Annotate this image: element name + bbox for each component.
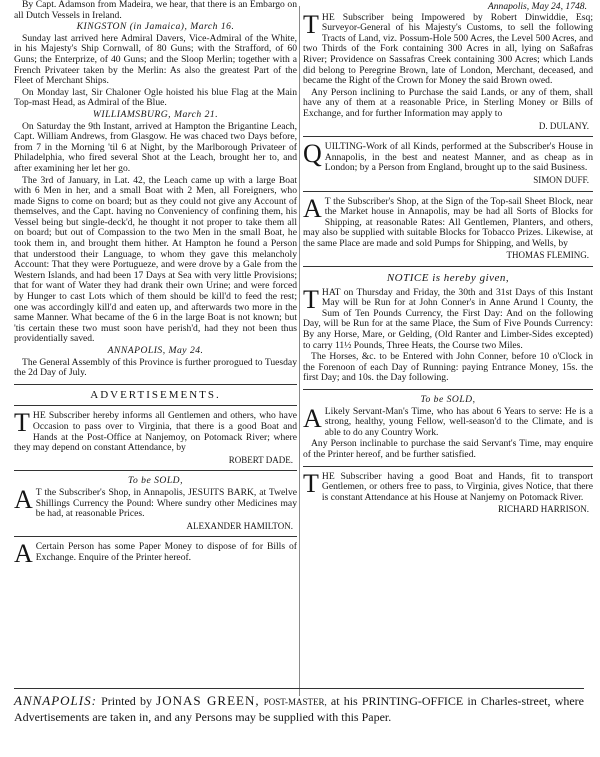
ad-divider [303,191,593,192]
advertisements-heading: ADVERTISEMENTS. [90,388,221,401]
ad-text: UILTING-Work of all Kinds, performed at the Subscriber's House in Annapolis, in the best and neatest Manner, and as cheap as in London; by a Person from England, brought up to the said Business. [324,141,593,174]
ad-dateline: Annapolis, May 24, 1748. [487,1,587,12]
drop-cap: Q [303,139,322,169]
ad-land-sale [303,9,593,132]
ad-heading: To be SOLD, [420,394,476,405]
williamsburg-heading: WILLIAMSBURG, March 21. [92,108,219,120]
ad-divider [303,466,593,467]
colophon-text: at his PRINTING-OFFICE in Charles-street, where Advertisements are taken in, and any Persons may be supplied with this Paper. [14,694,585,724]
ad-signature: THOMAS FLEMING. [506,250,589,261]
annapolis-paragraph: The General Assembly of this Province is further prorogued to Tuesday the 2d Day of July. [14,356,297,379]
ad-text-2: The Horses, &c. to be Entered with John Conner, before 10 o'Clock in the Forenoon of each Day of Running: paying Entrance Money, 15s. the first Day; and 10s. the Day following. [303,351,593,384]
ad-alexander-hamilton [14,476,297,531]
drop-cap: T [14,408,30,438]
right-column [303,0,593,517]
ad-horse-race [303,273,593,384]
ad-text: T the Subscriber's Shop, in Annapolis, JESUITS BARK, at Twelve Shillings Currency the Pound: Where sundry other Medicines may be had, at reasonable Prices. [35,486,297,520]
ad-signature: SIMON DUFF. [533,174,589,185]
colophon-title: POST-MASTER, [263,697,327,707]
ad-text-2: Any Person inclining to Purchase the said Lands, or any of them, shall have any of them at a reasonable Price, in Sterling Money or Bills of Exchange, and for further Information may apply to [303,86,593,119]
colophon-printed-by: Printed by [101,694,152,708]
ad-text: Likely Servant-Man's Time, who has about 6 Years to serve: He is a strong, healthy, young Fellow, well-season'd to the Climate, and is able to do any Country Work. [324,405,593,438]
ad-text: HE Subscriber hereby informs all Gentlemen and others, who have Occasion to pass over to Virginia, that there is a good Boat and Hands at the Post-Office at Nanjemoy, on Potomack River; where they may depend on constant Attendance, by [14,410,297,454]
ad-quilting [303,139,593,185]
drop-cap: T [303,9,319,39]
intro-news: By Capt. Adamson from Madeira, we hear, that there is an Embargo on all Dutch Vessels in Ireland. [14,0,297,21]
drop-cap: T [303,468,319,498]
drop-cap: A [303,403,322,433]
ad-text: T the Subscriber's Shop, at the Sign of the Top-sail Sheet Block, near the Market house in Annapolis, may be had all Sorts of Blocks for Shipping, at reasonable Rates: All Gentlemen, Planters, and others, may also be supplied with suitable Blocks for Tobacco Prizes. Likewise, at the same Place are made and sold Pumps for Shipping, and Wells, by [303,195,593,249]
ad-signature: D. DULANY. [538,120,589,131]
kingston-paragraph-2: On Monday last, Sir Chaloner Ogle hoisted his blue Flag at the Main Top-mast Head, as Admiral of the Blue. [14,86,297,109]
ad-signature: ALEXANDER HAMILTON. [186,520,293,531]
colophon-place: ANNAPOLIS: [14,693,97,708]
ad-divider [14,470,297,471]
drop-cap: A [14,539,33,569]
ad-servant [303,395,593,461]
section-divider [14,405,297,406]
ad-text: HE Subscriber having a good Boat and Hands, fit to transport Gentlemen, or others free to pass, to Virginia, gives Notice, that there is constant Attendance at his House at Nanjemy on Potomack River. [321,470,593,503]
ad-boat-harrison [303,468,593,515]
ad-divider [303,136,593,137]
ad-divider [303,389,593,390]
ad-text: HE Subscriber being Impowered by Robert Dinwiddie, Esq; Surveyor-General of his Majesty's Customs, to sell the following Tracts of Land, viz. Possum-Hole 500 Acres, the Level 500 Acres, and two Thirds of the Fork containing 300 Acres in all, lying on Saßafras River; Providence on Sassafras Creek containing 300 Acres; which Lands did belong to Peregrine Brown, late of London, Merchant, deceased, and became the Right of the Crown for Money the said Brown owed. [303,11,593,87]
ad-divider [14,536,297,537]
drop-cap: T [303,284,319,314]
ad-heading: To be SOLD, [128,475,183,487]
colophon [14,688,584,725]
ad-text-2: Any Person inclinable to purchase the said Servant's Time, may enquire of the Printer hereof, and be further satisfied. [303,438,593,460]
ad-divider [303,266,593,267]
drop-cap: A [303,193,322,223]
section-divider [14,384,297,385]
williamsburg-paragraph-1: On Saturday the 9th Instant, arrived at Hampton the Brigantine Leach, Capt. William Andrews, from Glasgow. He was chaced two Days before, from 7 in the Morning 'til 6 at Night, by the Marlborough Privateer of Philadelphia, who fired several Shot at the Leach, brought her to, and after examining her let her go. [14,120,297,174]
ad-paper-money [14,539,297,569]
drop-cap: A [14,484,33,514]
annapolis-heading: ANNAPOLIS, May 24. [107,345,204,356]
ad-signature: ROBERT DADE. [228,454,293,465]
kingston-heading: KINGSTON (in Jamaica), March 16. [76,21,235,33]
ad-signature: RICHARD HARRISON. [497,504,589,515]
column-rule [299,6,300,696]
left-column [14,0,297,569]
colophon-printer: JONAS GREEN, [156,693,260,708]
notice-heading: NOTICE is hereby given, [386,272,510,285]
kingston-paragraph-1: Sunday last arrived here Admiral Davers, Vice-Admiral of the White, in his Majesty's Ship Cornwall, of 80 Guns; with the Strafford, of 60 Guns; the Enterprize, of 40 Guns; and the Sloop Merlin; together with a French Privateer taken by the Merlin: As also the greatest Part of the Fleet of Merchant Ships. [14,32,297,87]
ad-text: HAT on Thursday and Friday, the 30th and 31st Days of this Instant May will be Run for at John Conner's in Anne Arund l County, the Sum of Ten Pounds Currency, the First Day: And on the following Day, will be Run for at the same Place, the Sum of Five Pounds Currency: By any Horse, Mare, or Gelding, (Old Ranter and Limber-Sides excepted) to carry 11½ Pounds, Three Heats, the Course two Miles. [303,286,593,351]
colophon-rule [14,688,584,689]
ad-text: Certain Person has some Paper Money to dispose of for Bills of Exchange. Enquire of the Printer hereof. [35,541,297,563]
williamsburg-paragraph-2: The 3rd of January, in Lat. 42, the Leach came up with a large Boat with 6 Men in her, and a small Boat with 2 Men, all Foreigners, who made Signs to come on board; but as they could not give any Account of themselves, and the Capt. having no Conveniency of confining them, his Vessel being but single-deck'd, he thought it not proper to take them all on board; but out of Compassion to the two Men in the small Boat, he took them in, and brought them hither. At Hampton he found a Person that understood their Language, to whom they gave this melancholy Account: That they were Portugueze, and were drove by a Gale from the Western Islands, and had been 17 Days at Sea with very little Provisions; that for want of Water they had drank their own Urine; and were forced by Hunger to cast Lots which of them should be kill'd to feed the rest; one was accordingly kill'd and eaten up, and afterwards two more in the same Manner. What became of the 6 in the large Boat is not known; but 'tis certain these two must soon have perish'd, had they not been thus providentially saved. [14,174,297,345]
ad-blocks-shop [303,193,593,262]
ad-robert-dade [14,408,297,465]
